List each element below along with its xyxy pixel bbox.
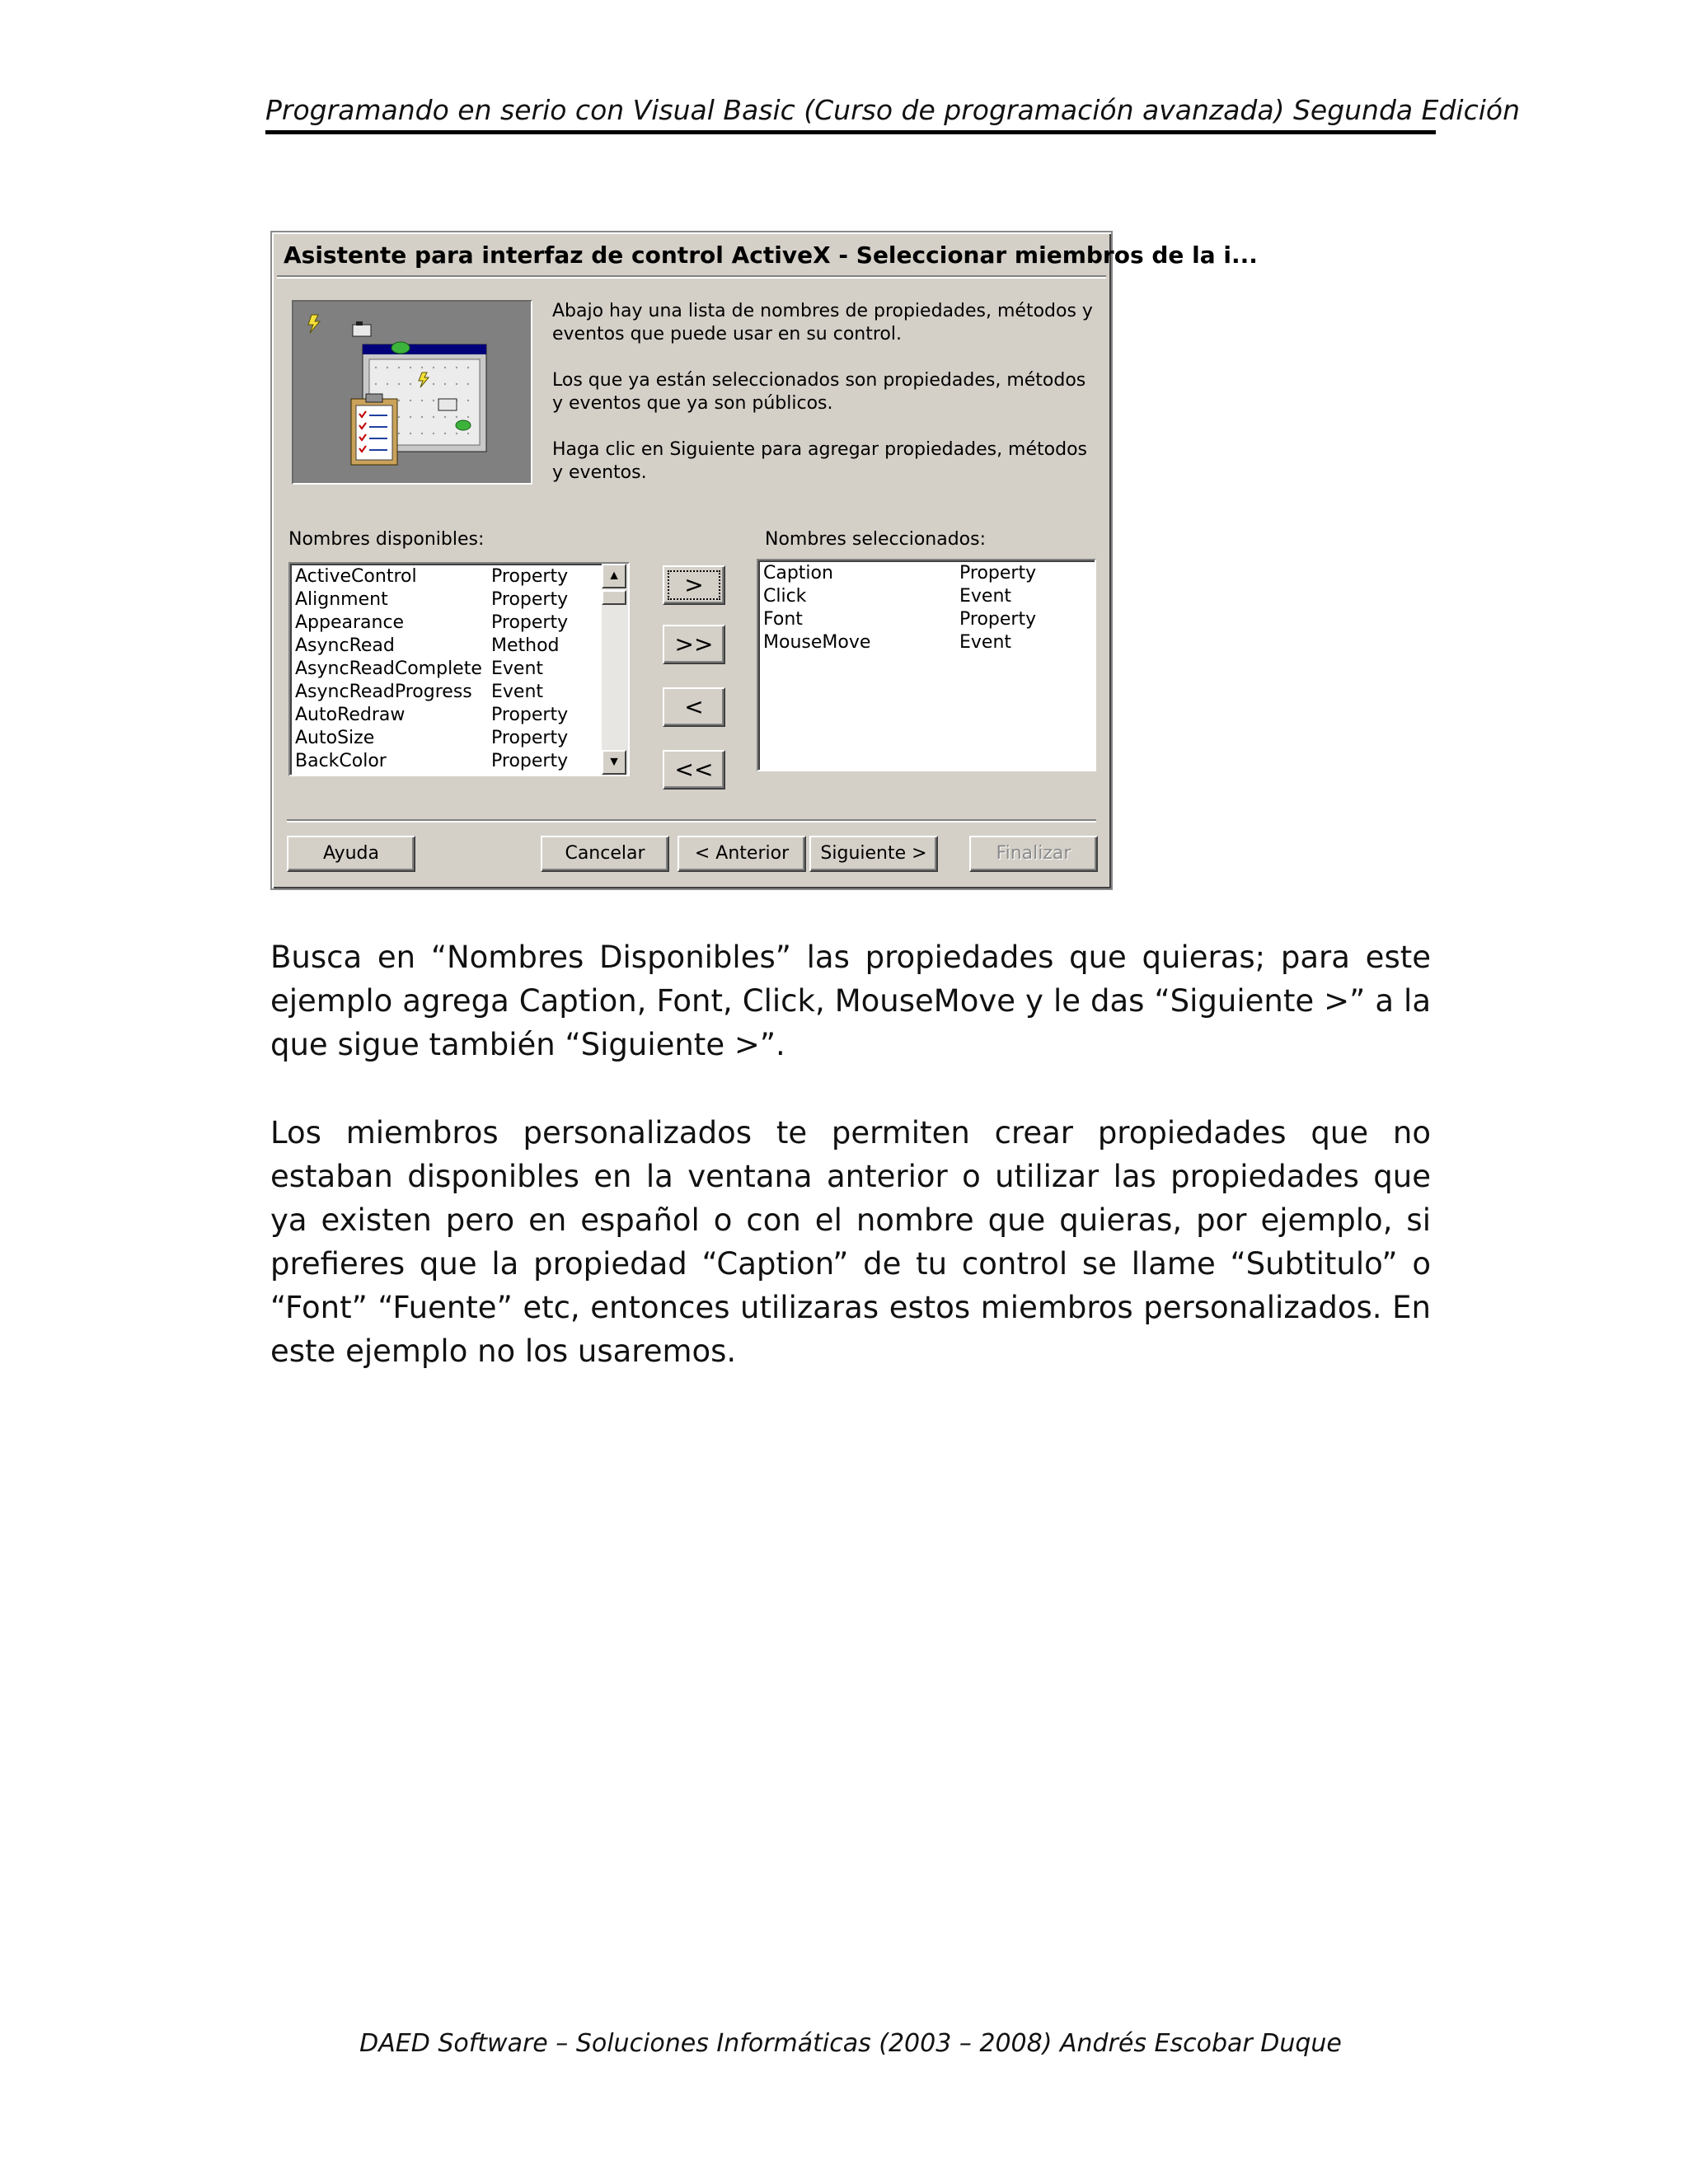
help-button[interactable]: Ayuda xyxy=(287,836,415,872)
scroll-up-icon[interactable]: ▲ xyxy=(602,564,626,588)
next-button[interactable]: Siguiente > xyxy=(809,836,938,872)
title-divider xyxy=(277,275,1106,279)
list-item[interactable]: ActiveControl Property xyxy=(295,566,569,587)
list-item[interactable]: AsyncReadProgress Event xyxy=(295,682,544,702)
body-paragraph: Los miembros personalizados te permiten crear propiedades que no estaban disponibles en la ventana anterior o utilizar las propiedades que ya existen pero en español o con el nombre que quieras, por ejemplo, si prefieres que la propiedad “Caption” de tu control se llame “Subtitulo” o “Font” “Fuente” etc, entonces utilizaras estos miembros personalizados. En este ejemplo no los usaremos. xyxy=(270,1115,1431,1369)
list-item[interactable]: Font Property xyxy=(763,609,1037,630)
list-item[interactable]: AutoRedraw Property xyxy=(295,705,569,725)
selected-names-list[interactable] xyxy=(757,559,1096,771)
list-item[interactable]: MouseMove Event xyxy=(763,632,1012,653)
add-all-button[interactable]: >> xyxy=(663,625,725,664)
finish-button[interactable]: Finalizar xyxy=(969,836,1098,872)
available-names-label: Nombres disponibles: xyxy=(288,529,485,550)
footer-divider xyxy=(287,819,1096,823)
list-item[interactable]: AsyncReadComplete Event xyxy=(295,658,544,679)
available-names-list[interactable] xyxy=(288,562,630,776)
list-item[interactable]: BackColor Property xyxy=(295,751,569,771)
list-item[interactable]: AsyncRead Method xyxy=(295,635,560,656)
remove-all-button[interactable]: << xyxy=(663,750,725,790)
dialog-title: Asistente para interfaz de control ActiveX - Seleccionar miembros de la i... xyxy=(277,237,1106,274)
running-header: Programando en serio con Visual Basic (Curso de programación avanzada) Segunda Edición xyxy=(265,91,1436,134)
cancel-button[interactable]: Cancelar xyxy=(541,836,669,872)
list-item[interactable]: Appearance Property xyxy=(295,612,569,633)
vertical-scrollbar[interactable] xyxy=(602,564,628,775)
activex-wizard-dialog xyxy=(270,231,1258,890)
wizard-graphic-icon xyxy=(293,302,531,483)
intro-text xyxy=(552,300,1096,508)
selected-names-label: Nombres seleccionados: xyxy=(765,529,986,550)
list-item[interactable]: Alignment Property xyxy=(295,589,569,610)
wizard-illustration xyxy=(292,300,532,485)
back-button[interactable]: < Anterior xyxy=(678,836,806,872)
add-one-button[interactable]: > xyxy=(663,565,725,605)
running-footer: DAED Software – Soluciones Informáticas (2003 – 2008) Andrés Escobar Duque xyxy=(359,2029,1342,2058)
intro-paragraph: Los que ya están seleccionados son propiedades, métodos y eventos que ya son públicos. xyxy=(552,370,1086,414)
remove-one-button[interactable]: < xyxy=(663,687,725,727)
scroll-thumb[interactable] xyxy=(602,590,626,605)
body-paragraph: Busca en “Nombres Disponibles” las propiedades que quieras; para este ejemplo agrega Caption, Font, Click, MouseMove y le das “Siguiente >” a la que sigue también “Siguiente >”. xyxy=(270,940,1431,1062)
intro-paragraph: Abajo hay una lista de nombres de propiedades, métodos y eventos que puede usar en su control. xyxy=(552,301,1093,344)
list-item[interactable]: AutoSize Property xyxy=(295,728,569,748)
intro-paragraph: Haga clic en Siguiente para agregar propiedades, métodos y eventos. xyxy=(552,439,1087,483)
list-item[interactable]: Click Event xyxy=(763,586,1012,607)
list-item[interactable]: Caption Property xyxy=(763,563,1037,583)
scroll-down-icon[interactable]: ▼ xyxy=(602,750,626,775)
